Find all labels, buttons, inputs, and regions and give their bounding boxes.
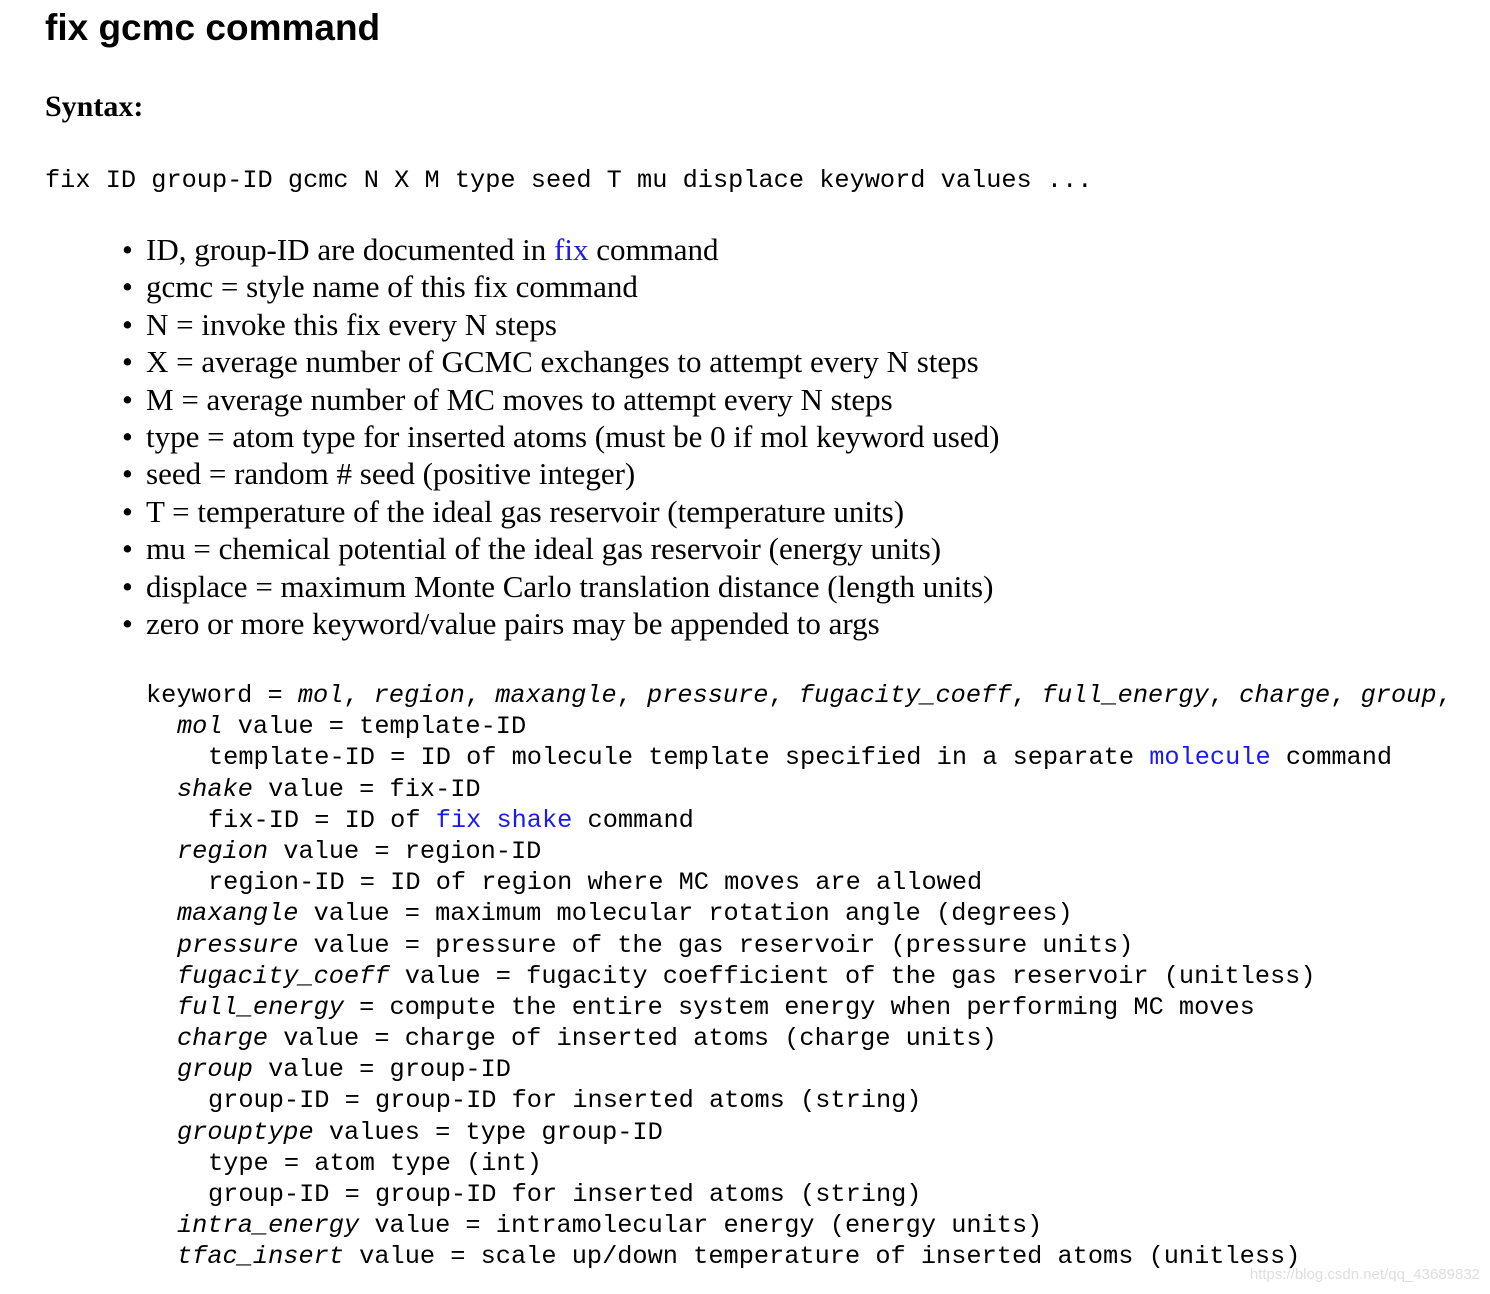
keyword-block [146, 680, 1467, 1273]
list-item [122, 530, 999, 567]
keyword-def-shake [146, 774, 1467, 805]
syntax-heading: Syntax: [45, 90, 144, 123]
keyword-name: grouptype [177, 1117, 314, 1147]
keyword-separator: , [1208, 681, 1240, 710]
keyword-desc: value = fugacity coefficient of the gas reservoir (unitless) [389, 961, 1316, 991]
arg-text: X = average number of GCMC exchanges to attempt every N steps [146, 344, 979, 380]
arg-text: N = invoke this fix every N steps [146, 306, 557, 342]
keyword-detail-group: group-ID = group-ID for inserted atoms (string) [208, 1086, 922, 1116]
keyword-def-full-energy [146, 992, 1467, 1023]
arg-text: gcmc = style name of this fix command [146, 269, 638, 305]
keyword-name: maxangle [177, 899, 299, 929]
bullet-icon: • [122, 456, 133, 492]
list-item [122, 306, 999, 343]
fix-link[interactable]: fix [554, 232, 589, 267]
keyword-name: intra_energy [177, 1211, 360, 1241]
keyword-desc: value = intramolecular energy (energy units) [359, 1211, 1043, 1241]
bullet-icon: • [122, 306, 133, 342]
keyword-name: group [1360, 681, 1437, 710]
keyword-name: full_energy [1041, 681, 1209, 710]
detail-text: template-ID = ID of molecule template specified in a separate [208, 743, 1150, 773]
keyword-name: mol [177, 712, 223, 742]
keyword-separator: , [1011, 681, 1042, 710]
keyword-separator: , [768, 681, 799, 710]
bullet-icon: • [122, 232, 133, 267]
list-item [122, 381, 999, 418]
keyword-name: maxangle [495, 681, 617, 710]
keyword-separator: , [464, 681, 496, 710]
keyword-detail-shake [146, 805, 1467, 836]
keyword-def-charge [146, 1023, 1467, 1054]
list-item [122, 343, 999, 380]
keyword-name: charge [1239, 681, 1331, 710]
bullet-icon: • [122, 381, 133, 417]
arg-text: ID, group-ID are documented in [146, 232, 555, 267]
bullet-icon: • [122, 605, 133, 641]
keyword-name: charge [177, 1024, 269, 1054]
keyword-name: shake [177, 774, 253, 804]
keyword-desc: value = charge of inserted atoms (charge units) [268, 1024, 997, 1054]
keyword-name: pressure [647, 681, 769, 710]
list-item [122, 568, 999, 605]
arg-text: T = temperature of the ideal gas reservoir (temperature units) [146, 493, 905, 529]
keyword-name: mol [297, 681, 344, 710]
keyword-detail-mol [146, 742, 1467, 773]
syntax-line: fix ID group-ID gcmc N X M type seed T mu displace keyword values ... [45, 166, 1093, 195]
bullet-icon: • [122, 344, 133, 380]
molecule-link[interactable]: molecule [1149, 743, 1271, 773]
keyword-desc: value = region-ID [268, 836, 542, 866]
arg-text: mu = chemical potential of the ideal gas reservoir (energy units) [146, 531, 942, 567]
keyword-desc: value = fix-ID [252, 774, 481, 804]
keyword-def-pressure [146, 930, 1467, 961]
keyword-separator: , [343, 681, 374, 710]
page-title: fix gcmc command [45, 7, 381, 48]
arg-text: seed = random # seed (positive integer) [146, 456, 636, 492]
watermark: https://blog.csdn.net/qq_43689832 [1249, 1266, 1480, 1283]
arg-text: M = average number of MC moves to attempt every N steps [146, 381, 893, 417]
list-item [122, 268, 999, 305]
keyword-name: full_energy [177, 992, 344, 1022]
keyword-def-group [146, 1054, 1467, 1085]
detail-text: fix-ID = ID of [208, 805, 436, 835]
keyword-def-intra-energy [146, 1210, 1467, 1241]
keyword-def-grouptype [146, 1117, 1467, 1148]
arg-text: zero or more keyword/value pairs may be appended to args [146, 605, 880, 641]
keyword-desc: value = maximum molecular rotation angle (degrees) [298, 899, 1073, 929]
keyword-def-mol [146, 711, 1467, 742]
bullet-icon: • [122, 418, 133, 454]
keyword-prefix: keyword = [146, 681, 298, 710]
bullet-icon: • [122, 269, 133, 305]
keyword-detail-region: region-ID = ID of region where MC moves are allowed [208, 868, 983, 898]
keyword-name: pressure [177, 930, 299, 960]
detail-text: command [572, 805, 694, 835]
keyword-name: tfac_insert [177, 1242, 344, 1272]
argument-list [122, 231, 999, 642]
keyword-desc: value = group-ID [252, 1055, 511, 1085]
bullet-icon: • [122, 493, 133, 529]
arg-text: command [588, 232, 719, 267]
bullet-icon: • [122, 568, 133, 604]
keyword-name: fugacity_coeff [798, 681, 1012, 710]
keyword-desc: value = pressure of the gas reservoir (pressure units) [298, 930, 1134, 960]
bullet-icon: • [122, 531, 133, 567]
list-item [122, 605, 999, 642]
arg-text: displace = maximum Monte Carlo translation distance (length units) [146, 568, 994, 604]
arg-text: type = atom type for inserted atoms (must be 0 if mol keyword used) [146, 418, 1000, 454]
keyword-name: fugacity_coeff [177, 961, 390, 991]
keyword-def-region [146, 836, 1467, 867]
keyword-desc: = compute the entire system energy when performing MC moves [344, 992, 1255, 1022]
keyword-separator: , [1330, 681, 1361, 710]
fix-shake-link[interactable]: fix shake [435, 805, 573, 835]
list-item [122, 418, 999, 455]
keyword-detail-grouptype-type: type = atom type (int) [208, 1148, 542, 1178]
keyword-list-line [146, 680, 1467, 711]
keyword-name: group [177, 1055, 253, 1085]
list-item [122, 455, 999, 492]
keyword-name: region [177, 836, 269, 866]
keyword-desc: value = scale up/down temperature of inserted atoms (unitless) [344, 1242, 1301, 1272]
keyword-desc: value = template-ID [222, 712, 527, 742]
keyword-def-maxangle [146, 898, 1467, 929]
keyword-separator: , [1436, 681, 1467, 710]
keyword-desc: values = type group-ID [313, 1117, 663, 1147]
list-item [122, 493, 999, 530]
keyword-detail-grouptype-group: group-ID = group-ID for inserted atoms (string) [208, 1180, 922, 1209]
list-item [122, 231, 999, 268]
detail-text: command [1270, 743, 1393, 773]
keyword-name: region [373, 681, 465, 710]
keyword-separator: , [616, 681, 648, 710]
keyword-def-fugacity-coeff [146, 961, 1467, 992]
